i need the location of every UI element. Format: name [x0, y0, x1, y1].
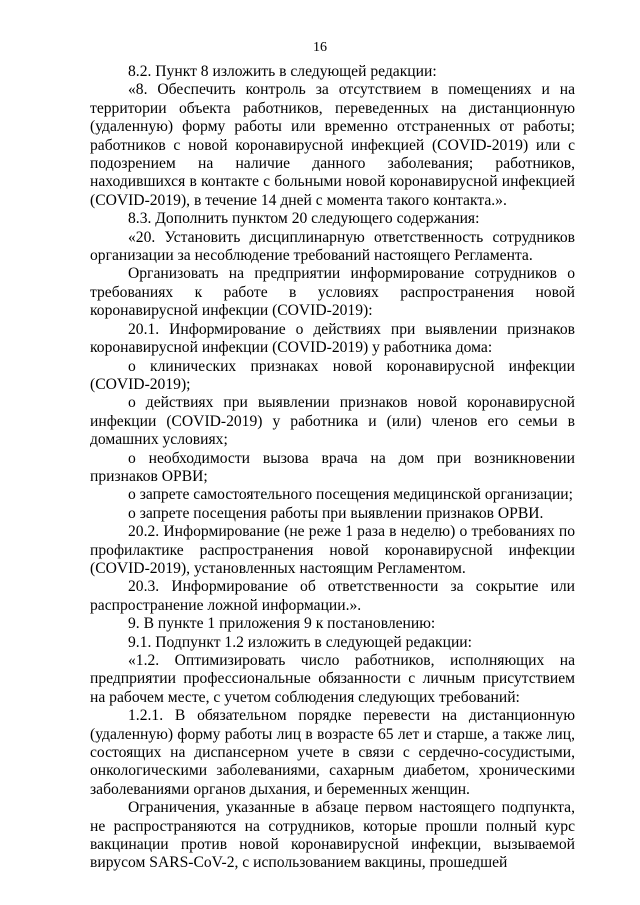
paragraph-20-3: 20.3. Информирование об ответственности за сокрытие или распространение ложной информации.».: [90, 578, 575, 614]
paragraph-9: 9. В пункте 1 приложения 9 к постановлению:: [128, 615, 436, 633]
paragraph-20-2: 20.2. Информирование (не реже 1 раза в неделю) о требованиях по профилактике распространения новой коронавирусной инфекции (COVID-2019), установленных настоящим Регламентом.: [90, 523, 575, 577]
paragraph-point-20: «20. Установить дисциплинарную ответственность сотрудников организации за несоблюдение требований настоящего Регламента.: [90, 228, 575, 265]
paragraph-8-3: 8.3. Дополнить пунктом 20 следующего содержания:: [128, 210, 480, 228]
paragraph-restrictions: Ограничения, указанные в абзаце первом настоящего подпункта, не распространяются на сотрудников, которые прошли полный курс вакцинации против новой коронавирусной инфекции, вызываемой вирусом SARS-CoV-2, с использованием вакцины, прошедшей: [90, 799, 575, 872]
paragraph-20-1: 20.1. Информирование о действиях при выявлении признаков коронавирусной инфекции (COVID-2019) у работника дома:: [90, 320, 575, 357]
page-number: 16: [313, 40, 327, 55]
list-item-clinical-signs: о клинических признаках новой коронавирусной инфекции (COVID-2019);: [90, 357, 575, 393]
paragraph-1-2: «1.2. Оптимизировать число работников, исполняющих на предприятии профессиональные обязанности с личным присутствием на рабочем месте, с учетом соблюдения следующих требований:: [90, 652, 575, 706]
paragraph-organize-informing: Организовать на предприятии информирование сотрудников о требованиях к работе в условиях распространения новой коронавирусной инфекции (COVID-2019):: [90, 265, 575, 320]
list-item-no-clinic-visit: о запрете самостоятельного посещения медицинской организации;: [128, 486, 573, 504]
document-body: [90, 63, 575, 873]
paragraph-8-2: 8.2. Пункт 8 изложить в следующей редакции:: [128, 63, 437, 80]
paragraph-9-1: 9.1. Подпункт 1.2 изложить в следующей редакции:: [128, 633, 472, 651]
list-item-no-work-visit: о запрете посещения работы при выявлении признаков ОРВИ.: [128, 504, 544, 522]
list-item-doctor-call: о необходимости вызова врача на дом при возникновении признаков ОРВИ;: [90, 449, 575, 485]
list-item-actions-signs: о действиях при выявлении признаков новой коронавирусной инфекции (COVID-2019) у работника и (или) членов его семьи в домашних условиях;: [90, 394, 575, 449]
paragraph-point-8: «8. Обеспечить контроль за отсутствием в помещениях и на территории объекта работников, переведенных на дистанционную (удаленную) форму работы или временно отстраненных от работы; работников с новой коронавирусной инфекцией (COVID-2019) или с подозрением на наличие данного заболевания; работников, находившихся в контакте с больными новой коронавирусной инфекцией (COVID-2019), в течение 14 дней с момента такого контакта.».: [90, 81, 575, 209]
paragraph-1-2-1: 1.2.1. В обязательном порядке перевести на дистанционную (удаленную) форму работы лиц в возрасте 65 лет и старше, а также лиц, состоящих на диспансерном учете в связи с сердечно-сосудистыми, онкологическими заболеваниями, сахарным диабетом, хроническими заболеваниями органов дыхания, и беременных женщин.: [90, 707, 575, 798]
